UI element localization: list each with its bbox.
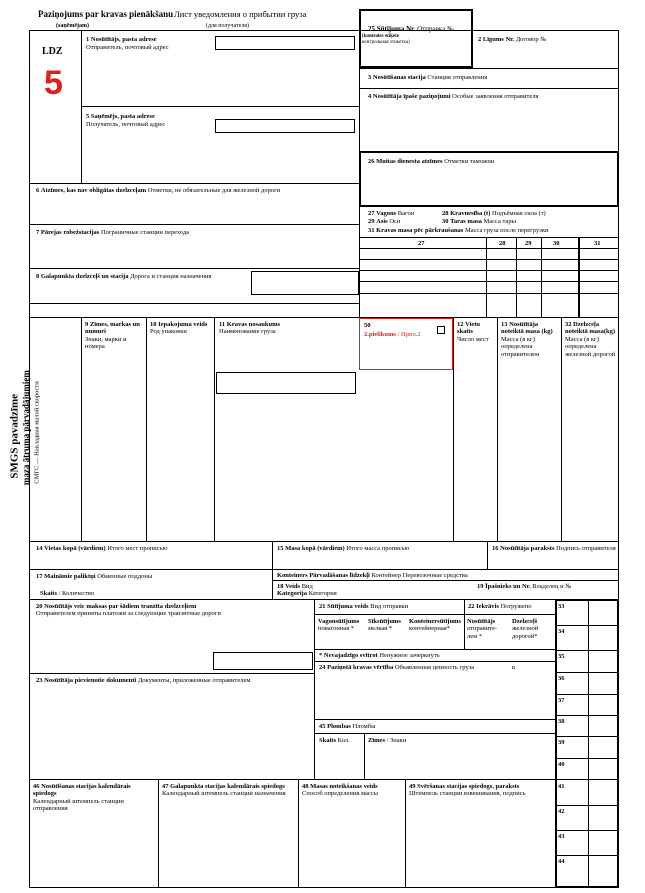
loader-railway: Dzelzceļš железной дорогой* (512, 618, 539, 640)
col-33: 33 (558, 603, 565, 610)
col-40: 40 (558, 761, 565, 768)
field-7-label: 7 Pārejas robežstacijas Пограничные станции перехода (36, 229, 190, 236)
field-18-label: 18 Veids Вид Kategorija Категория (277, 583, 337, 598)
field-25-label: 25 Sūtījuma Nr. Отправка № (368, 25, 454, 33)
field-13-label: 13 Nosūtītāja noteiktā masa (kg) Масса (в кг) определена отправителем (501, 321, 553, 358)
field-3-label: 3 Nosūtīšanas stacija Станция отправления (368, 74, 488, 81)
field-50-label: 2.pielikums / Прил.2 (364, 331, 421, 338)
field-31-label: 31 Kravas masa pēc pārkraušanas Масса груза после перегрузки (368, 227, 549, 234)
form-title-ru: Лист уведомления о прибытии груза (174, 9, 307, 19)
field-2-label: 2 Līgums Nr. Договор № (478, 36, 547, 43)
col-39: 39 (558, 739, 565, 746)
col-38: 38 (558, 718, 565, 725)
col-35: 35 (558, 653, 565, 660)
field-10-label: 10 Iepakojuma veids Род упаковки (150, 321, 208, 336)
form-title-lv: Paziņojums par kravas pienākšanu (38, 9, 174, 19)
field-16-label: 16 Nosūtītāja paraksts Подпись отправителя (492, 545, 616, 552)
field-17-skaits: Skaits / Количество (40, 590, 95, 597)
field-19-label: 19 Īpašnieks un Nr. Владелец и № (477, 583, 572, 590)
smgs-subtitle: maza ātruma pārvadājumiem (20, 370, 31, 486)
col-29-header: 29 (525, 240, 532, 247)
destination-code-boxes[interactable] (251, 271, 359, 295)
field-47-label: 47 Galapunkta stacijas kalendārais spiedogs Календарный штемпель станции назначения (162, 783, 286, 798)
col-34: 34 (558, 628, 565, 635)
ship-type-small: Sīksūtījums мелкая * (368, 618, 401, 633)
field-50-num: 50 (364, 322, 371, 329)
col-30-header: 30 (553, 240, 560, 247)
field-5-label: 5 Saņēmējs, pasta adrese (86, 113, 155, 120)
field-27-label: 27 Vagons Вагон (368, 210, 415, 217)
field-22-label: 22 Iekrāvis Погружено (468, 603, 532, 610)
field-24-unit: в (512, 664, 516, 671)
col-37: 37 (558, 697, 565, 704)
field-23-label: 23 Nosūtītāja pievienotie dokumenti Документы, приложенные отправителем (36, 677, 251, 684)
col-31-header: 31 (594, 240, 601, 247)
form-subtitle-ru: (для получателя) (206, 23, 249, 29)
field-48-label: 48 Masas noteikšanas veids Способ определения массы (302, 783, 379, 798)
field-9-label: 9 Zīmes, markas un numuri Знаки, марки и номера (85, 321, 140, 351)
sender-code-boxes[interactable] (215, 36, 355, 50)
col-44: 44 (558, 858, 565, 865)
field-26-label: 26 Muitas dienesta atzīmes Отметки таможни (368, 158, 495, 165)
nevajadzigo-note: * Nevajadzīgo svītrot Ненужное зачеркнуть (319, 652, 440, 659)
field-4-label: 4 Nosūtītāja īpaše paziņojumi Особые заявления отправителя (368, 93, 539, 100)
field-21-label: 21 Sūtījuma veids Вид отправки (319, 603, 409, 610)
form-subtitle-lv: (saņēmējam) (56, 23, 89, 29)
field-49-label: 49 Svēršanas stacijas spiedogs, paraksts Штемпель станции взвешивания, подпись (409, 783, 526, 798)
ldz-label: LDZ (42, 46, 63, 57)
field-46-label: 46 Nosūtīšanas stacijas kalendārais spiedogs Календарный штемпель станции отправления (33, 783, 131, 813)
field-11-label: 11 Kravas nosaukums Наименование груза (219, 321, 281, 336)
field-50-checkbox[interactable] (437, 326, 445, 334)
receiver-code-boxes[interactable] (215, 119, 355, 133)
col-41: 41 (558, 783, 565, 790)
field-15-label: 15 Masa kopā (vārdiem) Итого масса прописью (277, 545, 410, 552)
konteiners-label: Konteiners Pārvadāšanas līdzekļi Контейнер Перевозочные средства (277, 572, 468, 579)
field-6-label: 6 Atzīmes, kas nav obligātas dzelzceļam Отметки, не обязательные для железной дороги (36, 187, 281, 194)
field-45-skaits: Skaits Кол. (319, 737, 350, 744)
col-36: 36 (558, 675, 565, 682)
transit-code-boxes[interactable] (213, 652, 313, 670)
field-1-ru: Отправитель, почтовый адрес (86, 44, 169, 51)
col-43: 43 (558, 833, 565, 840)
field-32-label: 32 Dzelzceļa noteiktā masa(kg) Масса (в кг) определена железной дорогой (565, 321, 616, 358)
loader-sender: Nosūtītājs отправите-лем * (467, 618, 498, 640)
consignment-note-form: Paziņojums par kravas pienākšanu Лист уведомления о прибытии груза (saņēmējam) (для получателя) LDZ 5 1 Nosūtītājs, pasta adrese Отправитель, почтовый адрес 5 Saņēmējs, pasta adrese Получатель, почтовый адрес 25 Sūtījuma Nr. Отправка № (kontroles etiķete контрольная этикетка) 2 Līgums Nr. Договор № 3 Nosūtīšanas stacija Станция отправления 4 Nosūtītāja īpaše paziņojumi Особые заявления отправителя 26 Muitas dienesta atzīmes Отметки таможни 6 Atzīmes, kas nav obligātas dzelzceļam Отметки, не обязательные для железной дороги 7 Pārejas robežstacijas Пограничные станции перехода 8 Galapunkta dzelzceļš un stacija Дорога и станция назначения 27 Vagons Вагон 28 Kravnesība (t) Подъёмная сила (т) 29 Asis Оси 30 Taras masa Масса тары 31 Kravas masa pēc pārkraušanas Масса груза после перегрузки 27 28 29 30 31 9 Zīmes, markas un numuri Знаки, марки и номера 10 Iepakojuma veids Род упаковки 11 Kravas nosaukums Наименование груза 50 2.pielikums / Прил.2 12 Vietu skaits Число мест 13 Nosūtītāja noteiktā masa (kg) Масса (в кг) определена отправителем 32 Dzelzceļa noteiktā masa(kg) Масса (в кг) определена железной дорогой SMGS pavadzīme maza ātruma pārvadājumiem СМГС — Накладная малой скорости 14 Vietas kopā (vārdiem) Итого мест прописью 15 Masa kopā (vārdiem) Итого масса прописью 16 Nosūtītāja paraksts Подпись отправителя 17 Maināmie paliktņi Обменные поддоны Skaits / Количество Konteiners Pārvadāšanas līdzekļi Контейнер Перевозочные средства 18 Veids Вид Kategorija Категория 19 Īpašnieks un Nr. Владелец и № 20 Nosūtītājs veic maksas par šādiem tranzīta dzelzceļiem Отправителем приняты платежи за следующие транзитные дороги 23 Nosūtītāja pievienotie dokumenti Документы, приложенные отправителем 21 Sūtījuma veids Вид отправки 22 Iekrāvis Погружено Vagonsūtījums повагонная * Sīksūtījums мелкая * Konteinersūtījums контейнерная* Nosūtītājs отправите-лем * Dzelzceļš железной дорогой* * Nevajadzīgo svītrot Ненужное зачеркнуть 24 Paziņotā kravas vērtība Объявленная ценность груза в 45 Plombas Пломбы Skaits Кол. Zīmes / Знаки 33 34 35 36 37 38 39 40 41 42 43 44 46 Nosūtīšanas stacijas kalendārais spiedogs Календарный штемпель станции отправления 47 Galapunkta stacijas kalendārais spiedogs Календарный штемпель станции назначения 48 Masas noteikšanas veids Способ определения массы 49 Svēršanas stacijas spiedogs, paraksts Штемпель станции взвешивания, подпись (0, 0, 645, 893)
cargo-code-boxes[interactable] (216, 372, 356, 394)
field-8-label: 8 Galapunkta dzelzceļš un stacija Дорога и станция назначения (36, 273, 212, 280)
smgs-ru: СМГС — Накладная малой скорости (33, 381, 41, 484)
field-14-label: 14 Vietas kopā (vārdiem) Итого мест прописью (36, 545, 168, 552)
col-27-header: 27 (418, 240, 425, 247)
field-12-label: 12 Vietu skaits Число мест (457, 321, 489, 343)
field-24-label: 24 Paziņotā kravas vērtība Объявленная ценность груза (319, 664, 475, 671)
field-20-label: 20 Nosūtītājs veic maksas par šādiem tranzīta dzelzceļiem Отправителем приняты платежи за следующие транзитные дороги (36, 603, 221, 618)
field-29-label: 29 Asis Оси (368, 218, 401, 225)
field-30-label: 30 Taras masa Масса тары (442, 218, 516, 225)
field-28-label: 28 Kravnesība (t) Подъёмная сила (т) (442, 210, 546, 217)
field-5-ru: Получатель, почтовый адрес (86, 121, 166, 128)
ship-type-container: Konteinersūtījums контейнерная* (409, 618, 461, 633)
field-1-label: 1 Nosūtītājs, pasta adrese (86, 36, 157, 43)
ship-type-wagon: Vagonsūtījums повагонная * (318, 618, 360, 633)
field-45-zimes: Zīmes / Знаки (368, 737, 407, 744)
field-45-label: 45 Plombas Пломбы (319, 723, 376, 730)
col-28-header: 28 (499, 240, 506, 247)
col-42: 42 (558, 808, 565, 815)
copy-number: 5 (44, 64, 63, 102)
field-17-label: 17 Maināmie paliktņi Обменные поддоны (36, 573, 153, 580)
smgs-title: SMGS pavadzīme (8, 393, 21, 479)
